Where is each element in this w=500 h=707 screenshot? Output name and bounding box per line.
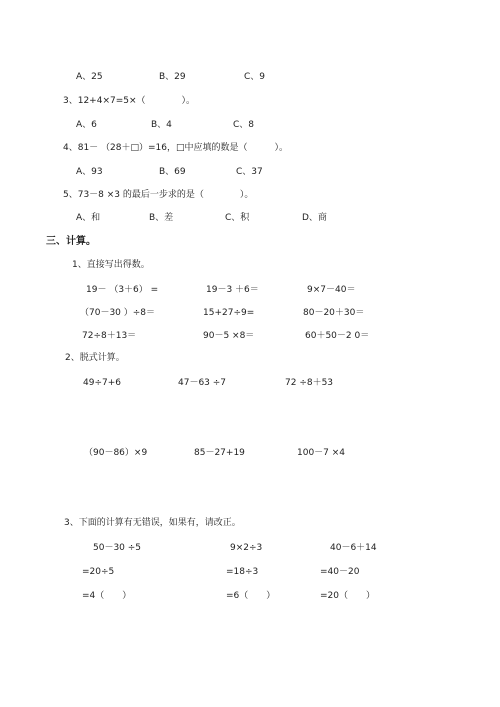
section-3-title: 三、计算。 [46, 236, 96, 247]
part2-r2-c2: 85－27+19 [194, 448, 245, 458]
q5-option-a: A、和 [76, 213, 101, 223]
part1-r2-c1: （70－30 ）÷8＝ [80, 308, 156, 318]
part2-r2-c1: （90－86）×9 [84, 448, 148, 458]
q5-stem: 5、73－8 ×3 的最后一步求的是（ ）。 [63, 190, 254, 200]
q4-option-a: A、93 [76, 167, 103, 177]
q4-stem: 4、81－ （28＋□）=16，□中应填的数是（ ）。 [63, 143, 288, 153]
part3-col2-line1: 9×2÷3 [230, 543, 263, 553]
part2-r2-c3: 100－7 ×4 [297, 448, 346, 458]
q3-option-c: C、8 [233, 120, 255, 130]
part1-r3-c1: 72÷8＋13＝ [82, 331, 137, 341]
q2-option-b: B、29 [159, 72, 186, 82]
q2-option-a: A、25 [76, 72, 103, 82]
part2-title: 2、脱式计算。 [65, 353, 125, 363]
q5-option-c: C、积 [225, 213, 250, 223]
part1-r2-c3: 80－20＋30＝ [303, 308, 365, 318]
q3-option-a: A、6 [76, 120, 97, 130]
part2-r1-c2: 47－63 ÷7 [178, 378, 227, 388]
part3-col1-line2: =20÷5 [82, 567, 115, 577]
part3-col1-line1: 50－30 ÷5 [93, 543, 142, 553]
q4-option-b: B、69 [159, 167, 186, 177]
part3-col2-line3: =6（ ） [226, 591, 276, 601]
part1-r3-c3: 60＋50－2 0＝ [305, 331, 370, 341]
part1-r2-c2: 15+27÷9= [203, 308, 255, 318]
q3-option-b: B、4 [151, 120, 172, 130]
part3-col3-line2: =40－20 [320, 567, 360, 577]
part3-col2-line2: =18÷3 [226, 567, 259, 577]
q4-option-c: C、37 [236, 167, 263, 177]
part2-r1-c1: 49÷7+6 [83, 378, 121, 388]
part3-col3-line3: =20（ ） [320, 591, 375, 601]
part1-title: 1、直接写出得数。 [72, 260, 150, 270]
part1-r3-c2: 90－5 ×8＝ [203, 331, 255, 341]
q5-option-b: B、差 [149, 213, 174, 223]
part3-col3-line1: 40－6＋14 [330, 543, 377, 553]
part3-col1-line3: =4（ ） [82, 591, 132, 601]
part1-r1-c2: 19－3 ＋6＝ [206, 285, 259, 295]
part2-r1-c3: 72 ÷8＋53 [285, 378, 334, 388]
part1-r1-c3: 9×7－40＝ [307, 285, 356, 295]
part3-title: 3、下面的计算有无错误，如果有，请改正。 [64, 518, 241, 528]
part1-r1-c1: 19－ （3＋6） = [86, 285, 159, 295]
q2-option-c: C、9 [244, 72, 266, 82]
q3-stem: 3、12+4×7=5×（ ）。 [63, 96, 196, 106]
q5-option-d: D、商 [302, 213, 327, 223]
